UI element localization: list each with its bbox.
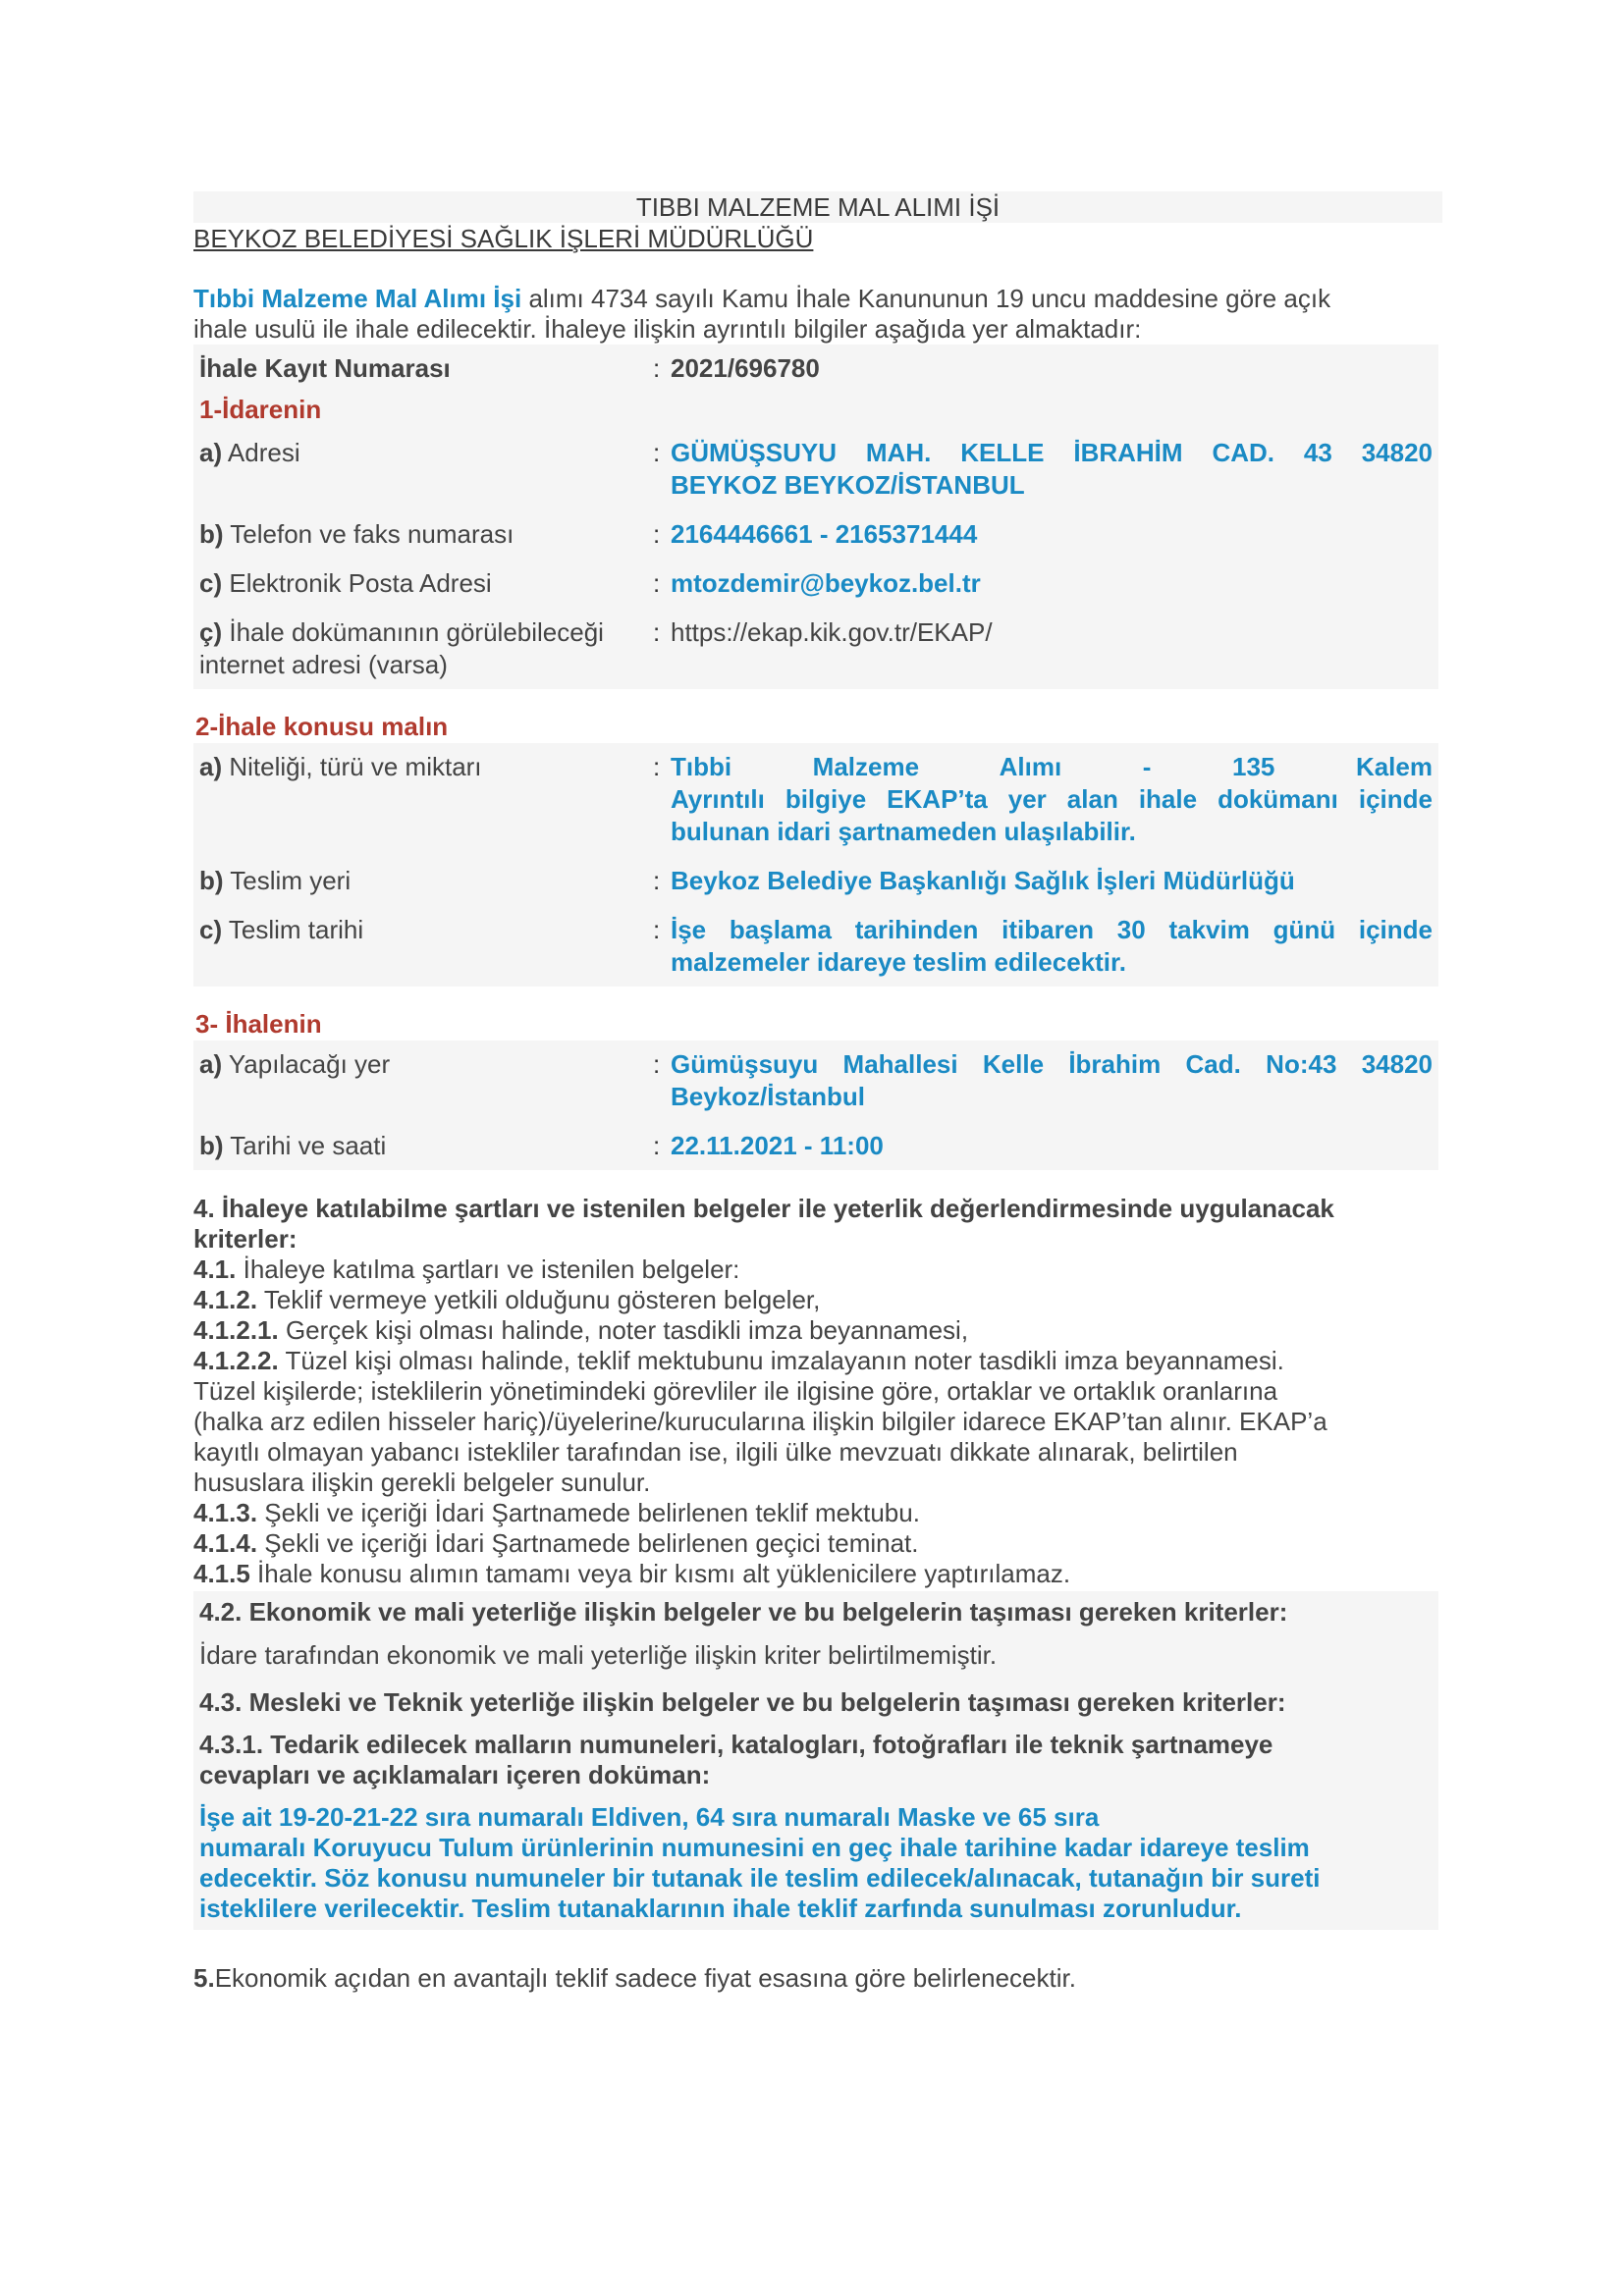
section4 <box>193 1194 1442 1589</box>
h42-heading: 4.2. Ekonomik ve mali yeterliğe ilişkin belgeler ve bu belgelerin taşıması gereken kriterler: <box>199 1597 1288 1627</box>
mal-teslim-tarihi-value: İşe başlama tarihinden itibaren 30 takvim günü içinde malzemeler idareye teslim edilecektir. <box>671 915 1433 977</box>
ihale-tarih-value: 22.11.2021 - 11:00 <box>671 1131 884 1160</box>
ihale-yer-row: a) Yapılacağı yer : Gümüşsuyu Mahallesi Kelle İbrahim Cad. No:43 34820 Beykoz/İstanbul <box>193 1048 1438 1113</box>
section4-item: 4.1.2.1. Gerçek kişi olması halinde, noter tasdikli imza beyannamesi, <box>193 1315 969 1345</box>
row-label: Adresi <box>222 438 300 467</box>
section4-item: 4.1.3. Şekli ve içeriği İdari Şartnamede belirlenen teklif mektubu. <box>193 1498 920 1527</box>
intro-text-2: ihale usulü ile ihale edilecektir. İhaleye ilişkin ayrıntılı bilgiler aşağıda yer almaktadır: <box>193 314 1142 344</box>
section4-item: 4.1.5 İhale konusu alımın tamamı veya bir kısmı alt yüklenicilere yaptırılamaz. <box>193 1559 1071 1588</box>
yeterlik-box <box>193 1591 1438 1930</box>
idare-phone-row: b) Telefon ve faks numarası : 2164446661 - 2165371444 <box>193 518 1438 551</box>
row-key: a) <box>199 438 223 467</box>
h43-heading: 4.3. Mesleki ve Teknik yeterliğe ilişkin belgeler ve bu belgelerin taşıması gereken kriterler: <box>199 1687 1286 1717</box>
ihale-tarih-row: b) Tarihi ve saati : 22.11.2021 - 11:00 <box>193 1130 1438 1162</box>
intro-text-1: alımı 4734 sayılı Kamu İhale Kanununun 19 uncu maddesine göre açık <box>521 284 1331 313</box>
idare-info-box <box>193 345 1438 689</box>
mal-teslim-yeri-value: Beykoz Belediye Başkanlığı Sağlık İşleri Müdürlüğü <box>671 866 1295 895</box>
idare-email-link[interactable]: mtozdemir@beykoz.bel.tr <box>671 568 981 598</box>
mal-teslim-yeri-row: b) Teslim yeri : Beykoz Belediye Başkanlığı Sağlık İşleri Müdürlüğü <box>193 865 1438 897</box>
idare-phone-value: 2164446661 - 2165371444 <box>671 519 978 549</box>
kayit-colon: : <box>653 353 661 383</box>
document-title: TIBBI MALZEME MAL ALIMI İŞİ <box>193 191 1442 223</box>
kayit-row <box>193 352 1438 385</box>
mal-nitelik-value: Tıbbi Malzeme Alımı - 135 Kalem Ayrıntılı bilgiye EKAP’ta yer alan ihale dokümanı içinde bulunan idari şartnameden ulaşılabilir. <box>671 752 1433 846</box>
section4-item: 4.1. İhaleye katılma şartları ve istenilen belgeler: <box>193 1255 740 1284</box>
numune-paragraph: İşe ait 19-20-21-22 sıra numaralı Eldiven, 64 sıra numaralı Maske ve 65 sıra numaralı Koruyucu Tulum ürünlerinin numunesini en geç ihale tarihine kadar idareye teslim edecektir. Söz konusu numuneler bir tutanak ile teslim edilecek/alınacak, tutanağın bir sureti isteklilere verilecektir. Teslim tutanaklarının ihale teklif zarfında sunulması zorunludur. <box>199 1802 1321 1923</box>
idare-address-value: GÜMÜŞSUYU MAH. KELLE İBRAHİM CAD. 43 34820 BEYKOZ BEYKOZ/İSTANBUL <box>671 438 1433 500</box>
mal-nitelik-row: a) Niteliği, türü ve miktarı : Tıbbi Malzeme Alımı - 135 Kalem Ayrıntılı bilgiye EKAP’ta yer alan ihale dokümanı içinde bulunan idari şartnameden ulaşılabilir. <box>193 751 1438 848</box>
ihale-info-box <box>193 1041 1438 1170</box>
kayit-label: İhale Kayıt Numarası <box>199 353 451 383</box>
section3-heading: 3- İhalenin <box>195 1009 322 1039</box>
t42-text: İdare tarafından ekonomik ve mali yeterliğe ilişkin kriter belirtilmemiştir. <box>199 1640 998 1670</box>
document-subtitle: BEYKOZ BELEDİYESİ SAĞLIK İŞLERİ MÜDÜRLÜĞÜ <box>193 224 814 253</box>
idare-web-row: ç) İhale dokümanının görülebileceği internet adresi (varsa) : https://ekap.kik.gov.tr/EKAP/ <box>193 616 1438 681</box>
intro-paragraph <box>193 284 1442 345</box>
section4-heading: 4. İhaleye katılabilme şartları ve istenilen belgeler ile yeterlik değerlendirmesinde uygulanacak kriterler: <box>193 1194 1334 1254</box>
section4-item: 4.1.2. Teklif vermeye yetkili olduğunu gösteren belgeler, <box>193 1285 821 1314</box>
mal-teslim-tarihi-row: c) Teslim tarihi : İşe başlama tarihinden itibaren 30 takvim günü içinde malzemeler idareye teslim edilecektir. <box>193 914 1438 979</box>
ihale-yer-value: Gümüşsuyu Mahallesi Kelle İbrahim Cad. No:43 34820 Beykoz/İstanbul <box>671 1049 1433 1111</box>
section4-item: 4.1.4. Şekli ve içeriği İdari Şartnamede belirlenen geçici teminat. <box>193 1528 919 1558</box>
idare-web-link[interactable]: https://ekap.kik.gov.tr/EKAP/ <box>671 617 993 647</box>
idare-address-row: a) Adresi : GÜMÜŞSUYU MAH. KELLE İBRAHİM CAD. 43 34820 BEYKOZ BEYKOZ/İSTANBUL <box>193 437 1438 502</box>
document-page <box>193 191 1442 1994</box>
section1-heading: 1-İdarenin <box>199 395 322 424</box>
section4-item: 4.1.2.2. Tüzel kişi olması halinde, teklif mektubunu imzalayanın noter tasdikli imza beyannamesi. <box>193 1346 1284 1375</box>
idare-email-row: c) Elektronik Posta Adresi : mtozdemir@beykoz.bel.tr <box>193 567 1438 600</box>
section5: 5.Ekonomik açıdan en avantajlı teklif sadece fiyat esasına göre belirlenecektir. <box>193 1963 1076 1993</box>
h431-heading: 4.3.1. Tedarik edilecek malların numuneleri, katalogları, fotoğrafları ile teknik şartnameye cevapları ve açıklamaları içeren doküman: <box>199 1730 1273 1789</box>
kayit-value: 2021/696780 <box>671 353 820 383</box>
section2-heading: 2-İhale konusu malın <box>195 712 449 741</box>
intro-highlight: Tıbbi Malzeme Mal Alımı İşi <box>193 284 522 313</box>
mal-info-box <box>193 743 1438 987</box>
tuzel-paragraph: Tüzel kişilerde; isteklilerin yönetimindeki görevliler ile ilgisine göre, ortaklar ve ortaklık oranlarına (halka arz edilen hisseler hariç)/üyelerine/kurucularına ilişkin bilgiler idarece EKAP’tan alınır. EKAP’a kayıtlı olmayan yabancı istekliler tarafından ise, ilgili ülke mevzuatı dikkate alınarak, belirtilen hususlara ilişkin gerekli belgeler sunulur. <box>193 1376 1327 1497</box>
